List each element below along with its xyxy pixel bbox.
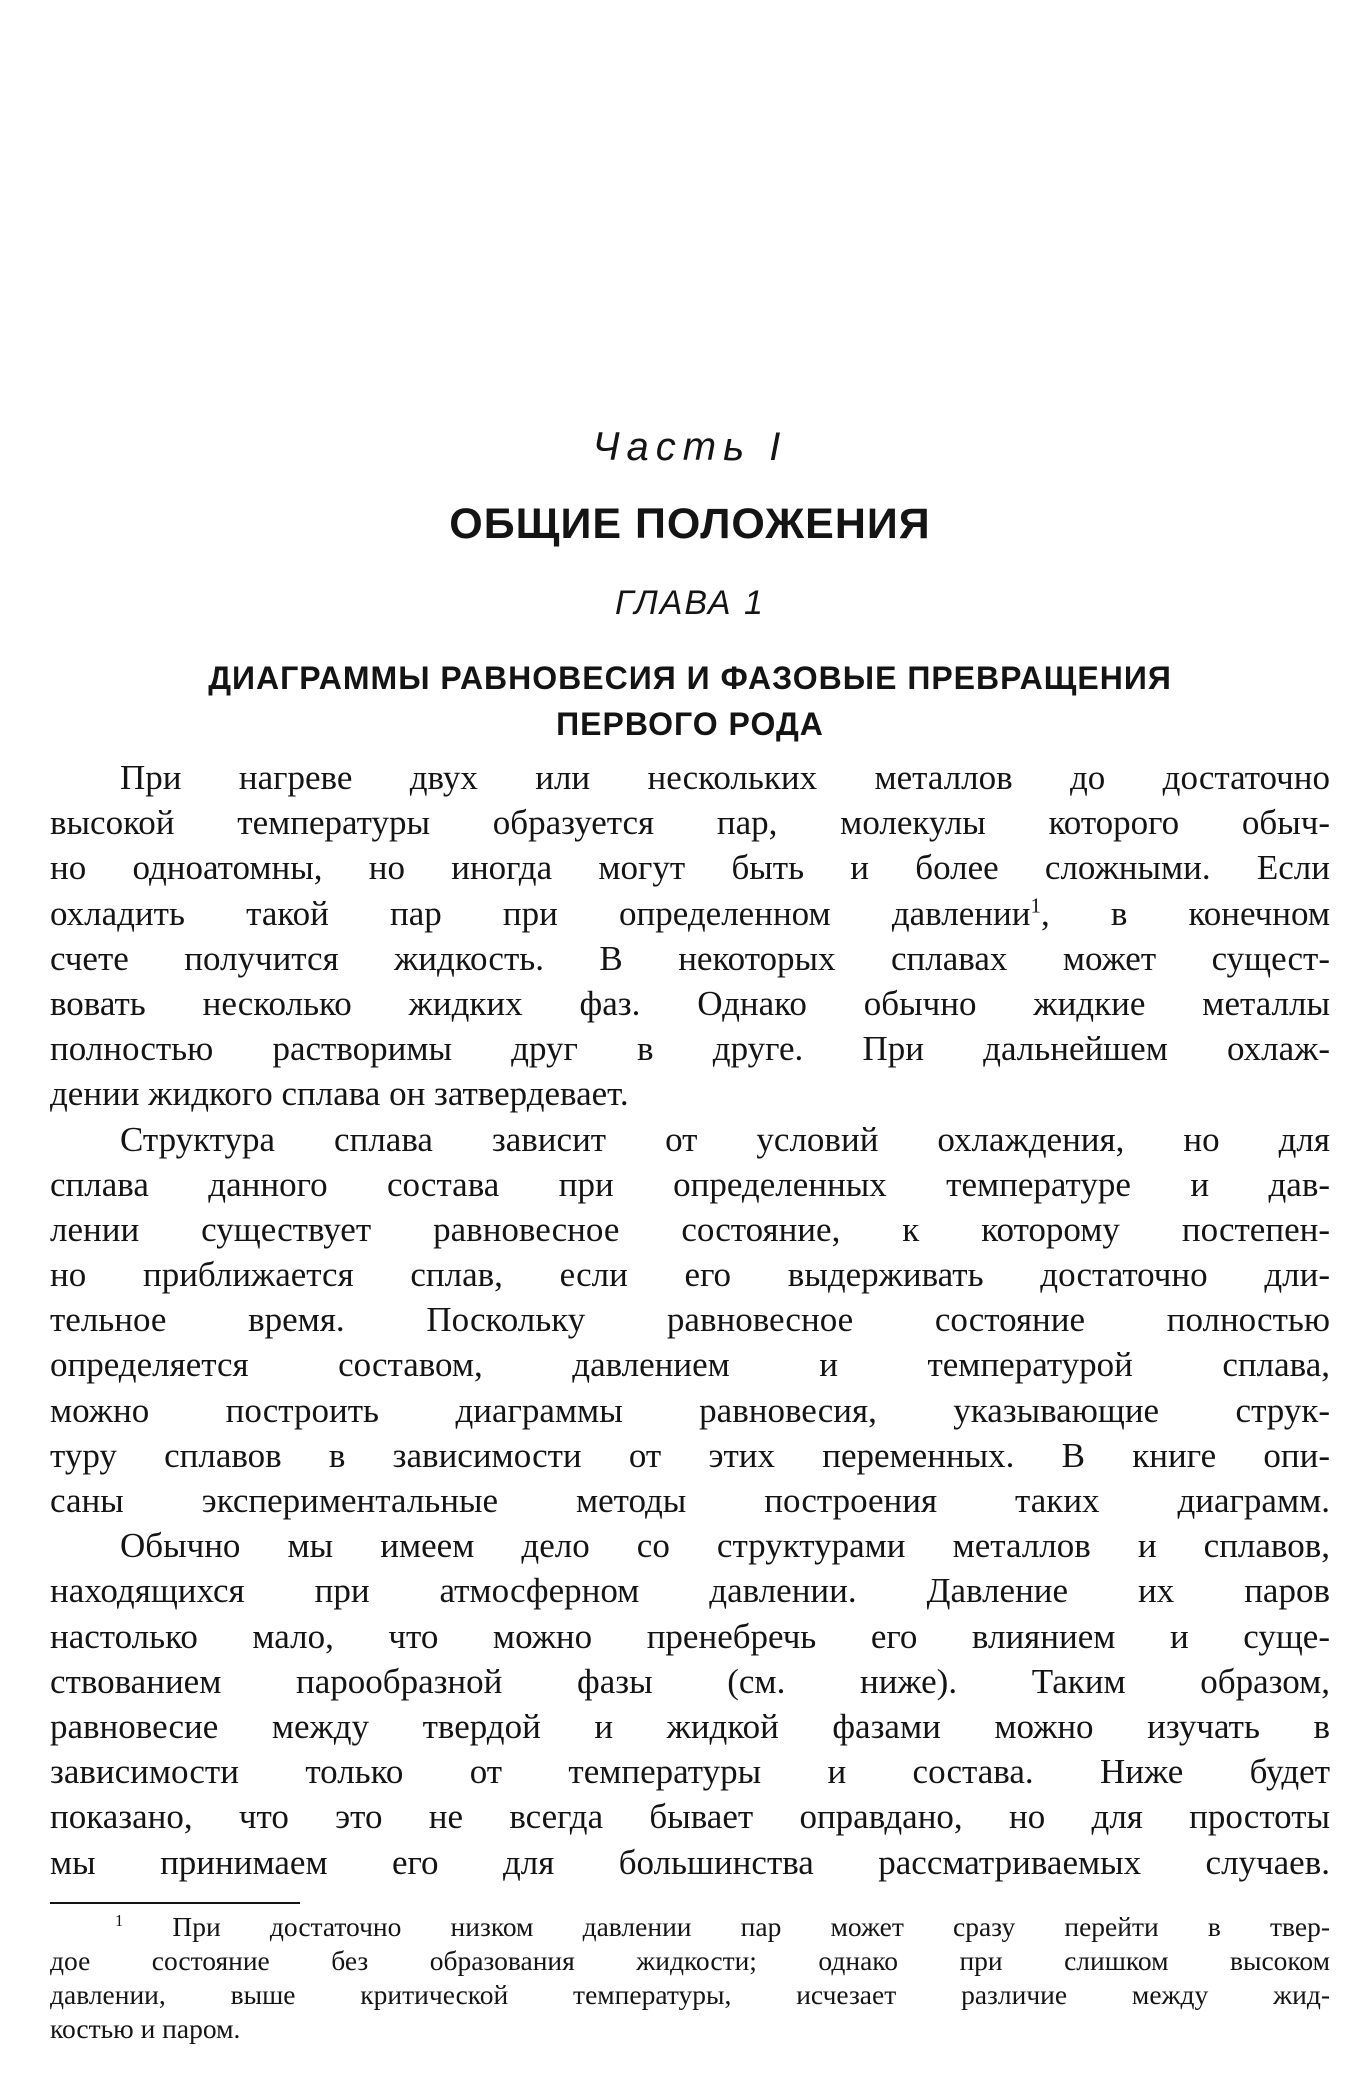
text-line: можно построить диаграммы равновесия, указывающие струк-: [50, 1390, 1330, 1430]
text-line: саны экспериментальные методы построения таких диаграмм.: [50, 1481, 1330, 1520]
text-line: вовать несколько жидких фаз. Однако обычно жидкие металлы: [50, 983, 1330, 1023]
text-line: но одноатомны, но иногда могут быть и более сложными. Если: [50, 848, 1330, 888]
text-line-with-footnote-ref: [50, 891, 1330, 936]
book-page: [50, 0, 1330, 2086]
body-text: [50, 755, 1330, 1885]
footnote-line: [50, 1910, 1330, 1944]
footnote-line: костью и паром.: [50, 2013, 241, 2044]
text-line: но приближается сплав, если его выдерживать достаточно дли-: [50, 1255, 1330, 1295]
chapter-title: [50, 655, 1330, 747]
text-line: лении существует равновесное состояние, к которому постепен-: [50, 1209, 1330, 1249]
paragraph-2: [50, 1117, 1330, 1524]
text-line: показано, что это не всегда бывает оправдано, но для простоты: [50, 1797, 1330, 1837]
paragraph-1: [50, 755, 1330, 1117]
footnote-text: При достаточно низком давлении пар может сразу перейти в твер-: [172, 1911, 1330, 1942]
text-line: тельное время. Поскольку равновесное состояние полностью: [50, 1300, 1330, 1340]
chapter-label: ГЛАВА 1: [615, 584, 765, 622]
text-line: зависимости только от температуры и состава. Ниже будет: [50, 1752, 1330, 1792]
part-label: Часть I: [592, 425, 788, 469]
footnote-reference[interactable]: 1: [1030, 892, 1041, 917]
text-line: ствованием парообразной фазы (см. ниже). Таким образом,: [50, 1661, 1330, 1701]
text-line: сплава данного состава при определенных температуре и дав-: [50, 1164, 1330, 1204]
footnote-line: дое состояние без образования жидкости; однако при слишком высоком: [50, 1945, 1330, 1976]
text-line: находящихся при атмосферном давлении. Давление их паров: [50, 1571, 1330, 1611]
chapter-title-line: ПЕРВОГО РОДА: [556, 706, 824, 742]
text-line: Обычно мы имеем дело со структурами металлов и сплавов,: [120, 1526, 1330, 1566]
footnote-divider: [50, 1902, 300, 1904]
footnote: [50, 1910, 1330, 2046]
chapter-title-line: ДИАГРАММЫ РАВНОВЕСИЯ И ФАЗОВЫЕ ПРЕВРАЩЕНИЯ: [208, 660, 1172, 696]
paragraph-3: [50, 1523, 1330, 1885]
text-line: Структура сплава зависит от условий охлаждения, но для: [120, 1119, 1330, 1159]
text-line: При нагреве двух или нескольких металлов до достаточно: [120, 758, 1330, 797]
text-segment: , в конечном: [1040, 893, 1330, 933]
part-title: ОБЩИЕ ПОЛОЖЕНИЯ: [449, 500, 931, 548]
text-line: дении жидкого сплава он затвердевает.: [50, 1074, 629, 1114]
footnote-line: давлении, выше критической температуры, исчезает различие между жид-: [50, 1979, 1330, 2010]
text-line: полностью растворимы друг в друге. При дальнейшем охлаж-: [50, 1029, 1330, 1069]
text-line: определяется составом, давлением и температурой сплава,: [50, 1345, 1330, 1385]
text-line: мы принимаем его для большинства рассматриваемых случаев.: [50, 1842, 1330, 1882]
text-line: равновесие между твердой и жидкой фазами можно изучать в: [50, 1706, 1330, 1746]
text-line: туру сплавов в зависимости от этих переменных. В книге опи-: [50, 1435, 1330, 1475]
footnote-marker: 1: [115, 1910, 124, 1930]
text-line: счете получится жидкость. В некоторых сплавах может сущест-: [50, 938, 1330, 978]
text-segment: охладить такой пар при определенном давлении: [50, 893, 1031, 933]
text-line: настолько мало, что можно пренебречь его влиянием и суще-: [50, 1616, 1330, 1656]
text-line: высокой температуры образуется пар, молекулы которого обыч-: [50, 803, 1330, 843]
